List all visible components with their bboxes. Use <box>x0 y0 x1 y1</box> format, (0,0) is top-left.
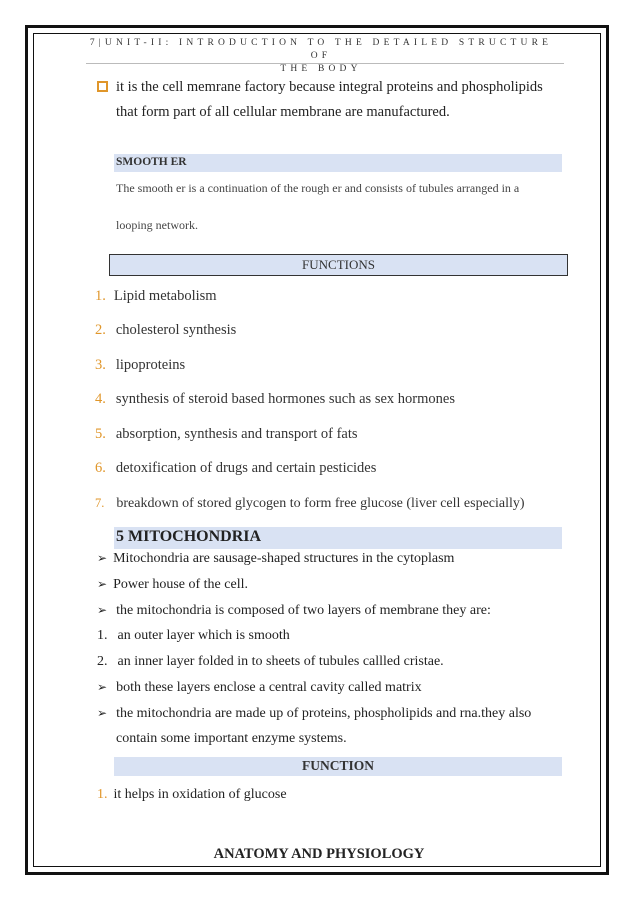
list-number: 1. <box>95 288 106 304</box>
list-number: 4. <box>95 391 106 407</box>
intro-paragraph <box>97 79 543 96</box>
list-item <box>97 628 290 644</box>
list-item <box>97 654 444 670</box>
page-footer: ANATOMY AND PHYSIOLOGY <box>213 846 425 862</box>
arrow-bullet-icon: ➢ <box>97 680 108 694</box>
list-text: breakdown of stored glycogen to form free glucose (liver cell especially) <box>116 496 525 511</box>
list-item <box>97 680 422 696</box>
list-text: Mitochondria are sausage-shaped structures in the cytoplasm <box>113 551 455 566</box>
list-text: detoxification of drugs and certain pesticides <box>115 460 377 476</box>
checkbox-bullet-icon <box>97 81 108 92</box>
list-text: cholesterol synthesis <box>115 322 237 338</box>
list-text: an inner layer folded in to sheets of tubules callled cristae. <box>117 654 444 669</box>
list-text: lipoproteins <box>115 357 186 373</box>
function-title: FUNCTION <box>301 758 374 773</box>
list-item <box>95 494 525 512</box>
list-item <box>97 706 531 722</box>
list-item <box>95 425 358 443</box>
list-text: an outer layer which is smooth <box>117 628 290 643</box>
list-item <box>97 603 491 619</box>
list-item <box>95 321 236 339</box>
list-item <box>97 787 287 803</box>
list-item <box>95 356 185 374</box>
list-number: 3. <box>95 357 106 373</box>
list-number: 5. <box>95 426 106 442</box>
arrow-bullet-icon: ➢ <box>97 577 108 591</box>
list-number: 2. <box>97 654 108 669</box>
list-number: 1. <box>97 787 108 802</box>
smooth-er-title: SMOOTH ER <box>116 156 187 168</box>
header-line-2: THE BODY <box>280 64 362 74</box>
list-number: 6. <box>95 460 106 476</box>
list-number: 2. <box>95 322 106 338</box>
header-line-1: 7|UNIT-II: INTRODUCTION TO THE DETAILED STRUCTURE OF <box>89 38 553 61</box>
list-item <box>95 287 217 305</box>
header-divider <box>86 63 564 64</box>
list-text: both these layers enclose a central cavity called matrix <box>116 680 422 695</box>
list-item <box>95 390 455 408</box>
intro-line-1: it is the cell memrane factory because integral proteins and phospholipids <box>116 79 543 95</box>
smooth-er-line-2: looping network. <box>116 218 198 232</box>
arrow-bullet-icon: ➢ <box>97 551 108 565</box>
intro-line-2: that form part of all cellular membrane are manufactured. <box>116 104 450 120</box>
list-item <box>95 459 376 477</box>
list-text: the mitochondria is composed of two layers of membrane they are: <box>116 603 491 618</box>
list-text: the mitochondria are made up of proteins, phospholipids and rna.they also <box>116 706 532 721</box>
list-text: Power house of the cell. <box>113 577 248 592</box>
functions-heading: FUNCTIONS <box>109 254 568 276</box>
list-text: Lipid metabolism <box>113 288 217 304</box>
list-text: absorption, synthesis and transport of fats <box>115 426 358 442</box>
list-text: it helps in oxidation of glucose <box>113 787 287 802</box>
mitochondria-title: 5 MITOCHONDRIA <box>116 528 262 545</box>
list-item <box>97 577 248 593</box>
smooth-er-line-1: The smooth er is a continuation of the rough er and consists of tubules arranged in a <box>116 181 520 195</box>
arrow-bullet-icon: ➢ <box>97 603 108 617</box>
page-header <box>86 37 556 76</box>
list-text: synthesis of steroid based hormones such as sex hormones <box>115 391 455 407</box>
list-number: 1. <box>97 628 108 643</box>
list-number: 7. <box>95 496 105 510</box>
arrow-bullet-icon: ➢ <box>97 706 108 720</box>
list-item <box>97 551 454 567</box>
list-continuation: contain some important enzyme systems. <box>116 731 347 746</box>
